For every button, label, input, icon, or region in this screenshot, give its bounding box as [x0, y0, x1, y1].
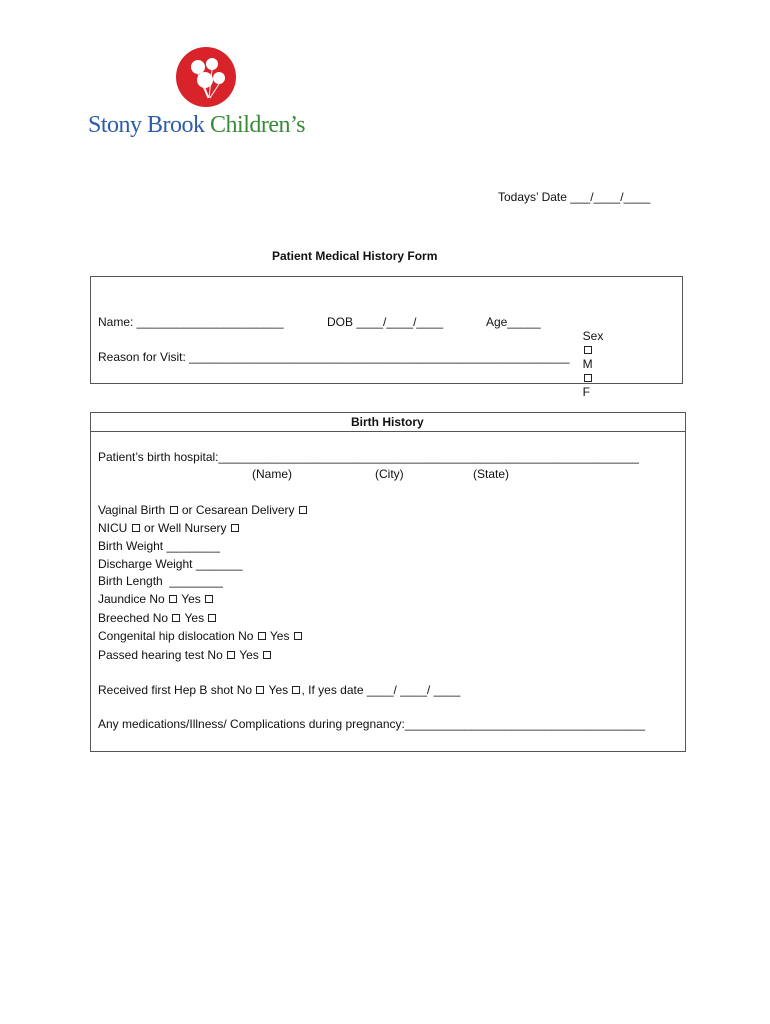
hearing-yes-label: Yes	[239, 648, 259, 662]
hepb-date-field[interactable]: , If yes date ____/ ____/ ____	[301, 683, 461, 697]
sex-f-checkbox[interactable]	[584, 374, 592, 382]
well-nursery-label: or Well Nursery	[144, 521, 227, 535]
stony-brook-childrens-logo	[88, 40, 338, 150]
breeched-yes-label: Yes	[184, 611, 205, 625]
birth-history-heading: Birth History	[351, 415, 424, 429]
hepb-yes-checkbox[interactable]	[292, 686, 300, 694]
logo-wordmark: Stony Brook Children’s	[88, 112, 306, 138]
cesarean-checkbox[interactable]	[299, 506, 307, 514]
hearing-no-label: Passed hearing test No	[98, 648, 223, 662]
hepb-yes-label: Yes	[268, 683, 289, 697]
hepb-no-label: Received first Hep B shot No	[98, 683, 253, 697]
breeched-yes-checkbox[interactable]	[208, 614, 216, 622]
breeched-no-label: Breeched No	[98, 611, 169, 625]
jaundice-row	[98, 590, 214, 608]
hip-dislocation-row	[98, 627, 303, 645]
name-field[interactable]: Name: ______________________	[98, 315, 284, 329]
form-title: Patient Medical History Form	[272, 249, 438, 263]
nursery-row	[98, 519, 240, 537]
balloons-icon	[88, 40, 338, 112]
hospital-city-caption: (City)	[375, 467, 404, 481]
todays-date-field[interactable]: Todays’ Date ___/____/____	[498, 190, 651, 204]
jaundice-yes-label: Yes	[181, 592, 201, 606]
hospital-name-caption: (Name)	[252, 467, 293, 481]
dob-field[interactable]: DOB ____/____/____	[327, 315, 444, 329]
sex-label: Sex	[582, 329, 604, 343]
hip-yes-checkbox[interactable]	[294, 632, 302, 640]
sex-m-label: M	[582, 357, 593, 371]
breeched-row	[98, 609, 217, 627]
jaundice-no-checkbox[interactable]	[169, 595, 177, 603]
hearing-yes-checkbox[interactable]	[263, 651, 271, 659]
hip-no-label: Congenital hip dislocation No	[98, 629, 254, 643]
birth-weight-field[interactable]: Birth Weight ________	[98, 539, 220, 553]
jaundice-yes-checkbox[interactable]	[205, 595, 213, 603]
discharge-weight-field[interactable]: Discharge Weight _______	[98, 557, 243, 571]
medications-field[interactable]: Any medications/Illness/ Complications during pregnancy:____________________________________	[98, 717, 646, 731]
hip-no-checkbox[interactable]	[258, 632, 266, 640]
reason-for-visit-field[interactable]: Reason for Visit: _________________________________________________________	[98, 350, 570, 364]
vaginal-birth-checkbox[interactable]	[170, 506, 178, 514]
hearing-test-row	[98, 646, 272, 664]
hepb-no-checkbox[interactable]	[256, 686, 264, 694]
section-divider	[91, 431, 685, 432]
sex-field	[576, 315, 603, 399]
jaundice-no-label: Jaundice No	[98, 592, 165, 606]
sex-f-label: F	[582, 385, 591, 399]
hospital-state-caption: (State)	[473, 467, 510, 481]
hep-b-row	[98, 681, 460, 699]
nicu-label: NICU	[98, 521, 128, 535]
nicu-checkbox[interactable]	[132, 524, 140, 532]
age-field[interactable]: Age_____	[486, 315, 541, 329]
cesarean-label: or Cesarean Delivery	[181, 503, 295, 517]
birth-hospital-field[interactable]: Patient’s birth hospital:_______________________________________________________________	[98, 450, 639, 464]
hearing-no-checkbox[interactable]	[227, 651, 235, 659]
hip-yes-label: Yes	[269, 629, 290, 643]
delivery-type-row	[98, 501, 308, 519]
well-nursery-checkbox[interactable]	[231, 524, 239, 532]
birth-length-field[interactable]: Birth Length ________	[98, 574, 223, 588]
breeched-no-checkbox[interactable]	[172, 614, 180, 622]
sex-m-checkbox[interactable]	[584, 346, 592, 354]
vaginal-birth-label: Vaginal Birth	[98, 503, 166, 517]
